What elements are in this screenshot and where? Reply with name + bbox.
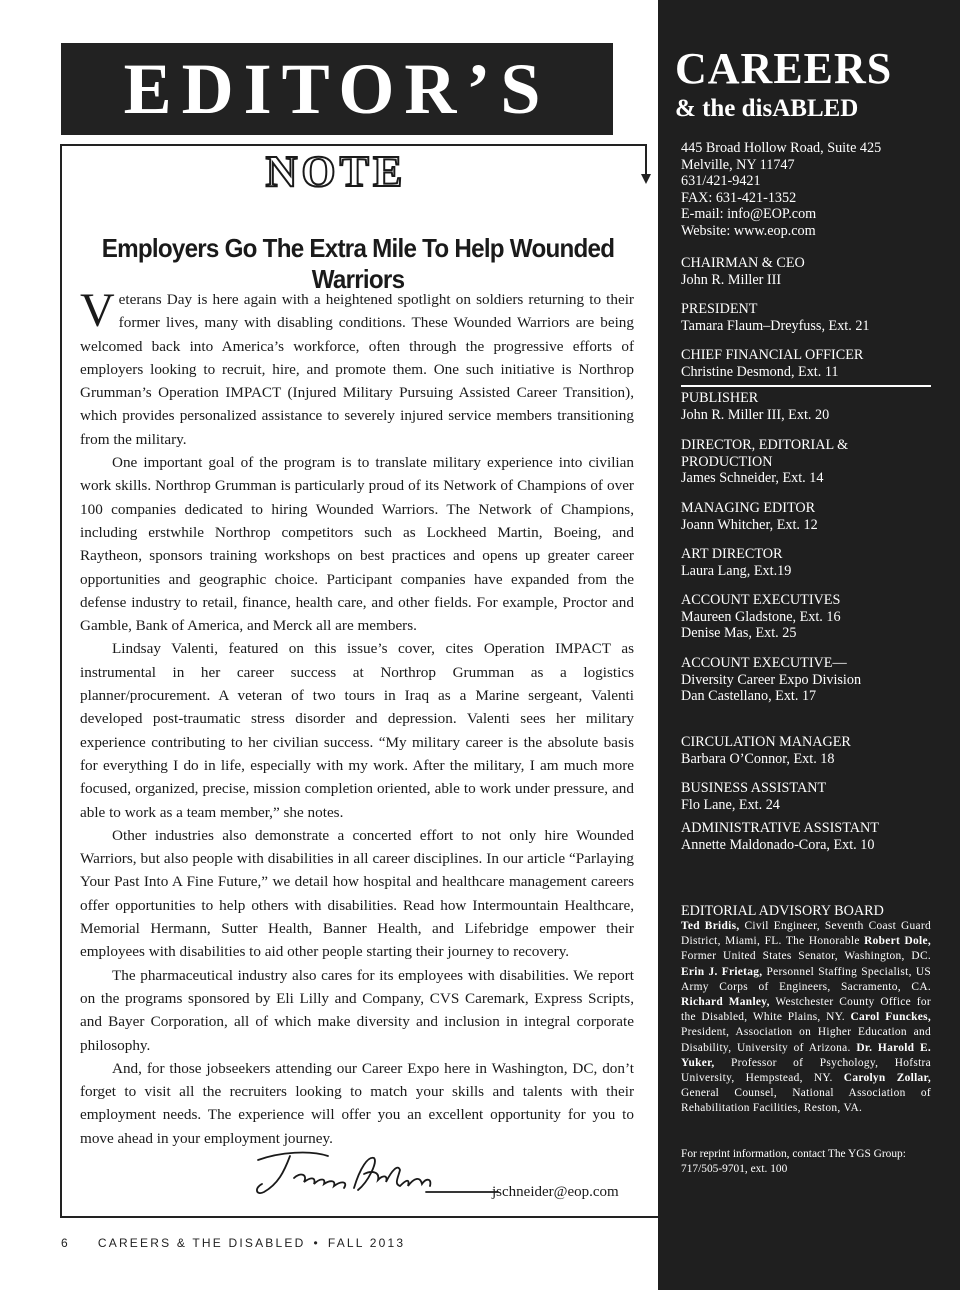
staff-name: Annette Maldonado-Cora, Ext. 10 [681,836,875,853]
staff-role: CIRCULATION MANAGER [681,734,851,750]
advisor-desc: Former United States Senator, Washington, DC. [681,950,931,963]
masthead-subtitle: & the disABLED [675,95,859,122]
article-paragraph: One important goal of the program is to translate military experience into civilian work skills. Northrop Grumman is particularly proud of its Network of Champions of over 100 companies dedicated to hiring Wounded Warriors. The Network of Champions, including erstwhile Northrop competitors such as Lockheed Martin, Boeing, and Raytheon, sponsors training workshops on best practices and opens up greater career opportunities and geographic choice. Participant companies have expanded from the defense industry to retail, finance, health care, and other fields. For example, Proctor and Gamble, Bank of America, and Merck all are members. [80,454,634,635]
staff-role: PUBLISHER [681,390,759,406]
staff-name: John R. Miller III, Ext. 20 [681,406,830,423]
fax-line: FAX: 631-421-1352 [681,189,797,206]
staff-role: CHIEF FINANCIAL OFFICER [681,347,864,363]
masthead-title: CAREERS [675,44,893,93]
advisory-board-heading: EDITORIAL ADVISORY BOARD [681,903,884,919]
drop-cap: V [80,284,115,337]
staff-name: Tamara Flaum–Dreyfuss, Ext. 21 [681,317,870,334]
frame-left-rule [60,144,62,1218]
staff-name: Denise Mas, Ext. 25 [681,625,797,641]
staff-entry [681,546,947,579]
article-paragraph: The pharmaceutical industry also cares for its employees with disabilities. We report on the programs sponsored by Eli Lilly and Company, CVS Caremark, Express Scripts, and Bayer Corporation, all of which make diversity and inclusion in integral corporate philosophy. [80,966,634,1054]
staff-role: PRESIDENT [681,301,758,317]
staff-name: Laura Lang, Ext.19 [681,562,792,579]
editors-banner [61,43,613,135]
staff-entry [681,437,947,487]
sidebar-divider [681,385,931,387]
contact-block [681,140,947,239]
editor-email[interactable]: jschneider@eop.com [492,1184,619,1200]
staff-name: Flo Lane, Ext. 24 [681,796,780,813]
advisor-desc: General Counsel, National Association of Rehabilitation Facilities, Reston, VA. [681,1087,931,1115]
address-line: 445 Broad Hollow Road, Suite 425 [681,140,882,156]
note-heading: NOTE [265,147,407,196]
staff-role: BUSINESS ASSISTANT [681,780,827,796]
article-paragraph [80,284,634,451]
article-paragraph: Lindsay Valenti, featured on this issue’s cover, cites Operation IMPACT as instrumental in her career success at Northrop Grumman as a logistics planner/procurement. A veteran of two tours in Iraq as a Marine sergeant, Valenti developed post-traumatic stress disorder and depression. Valenti sees her military experience contributing to her civilian success. “My military career is the absolute basis for everything I do in life, especially with my work. After the military, I am much more focused, organized, precise, mission completion oriented, able to work under pressure, and able to work as a team member,” she notes. [80,640,634,821]
staff-role: ACCOUNT EXECUTIVES [681,592,841,608]
staff-role: CHAIRMAN & CEO [681,255,805,271]
handwritten-signature [250,1148,500,1204]
advisor-desc: Civil Engineer, Seventh Coast Guard District, Miami, FL. The Honorable [681,920,931,948]
staff-role: ART DIRECTOR [681,546,783,562]
frame-arrow-line [645,144,647,176]
staff-name: Maureen Gladstone, Ext. 16 [681,608,841,625]
issue-label: FALL 2013 [327,1236,406,1250]
staff-entry [681,500,947,533]
footer-bullet: • [313,1236,320,1250]
staff-name: Joann Whitcher, Ext. 12 [681,516,818,533]
staff-entry [681,734,947,767]
staff-entry [681,592,947,642]
frame-top-rule [60,144,646,146]
staff-role: PRODUCTION [681,453,773,470]
staff-role: MANAGING EDITOR [681,500,816,516]
website-line[interactable]: Website: www.eop.com [681,222,816,239]
staff-entry [681,301,947,334]
advisor-name: Dr. Harold E. Yuker, [681,1041,931,1069]
advisor-name: Richard Manley, [681,996,770,1009]
city-line: Melville, NY 11747 [681,156,795,173]
advisor-name: Erin J. Frietag, [681,965,763,978]
staff-name: Barbara O’Connor, Ext. 18 [681,750,835,767]
phone-line: 631/421-9421 [681,173,761,189]
advisor-desc: Personnel Staffing Specialist, US Army Corps of Engineers, Sacramento, CA. [681,965,931,993]
paragraph-text: eterans Day is here again with a heightened spotlight on soldiers returning to their former lives, many with disabling conditions. These Wounded Warriors are being welcomed back into America’s workforce, often through the progressive efforts of employers looking to recruit, hire, and promote them. One such initiative is Northrop Grumman’s Operation IMPACT (Injured Military Pursuing Assisted Career Transition), which provides personalized assistance to severely injured service members transitioning from the military. [80,291,634,448]
advisor-name: Carol Funckes, [850,1011,931,1024]
advisor-name: Robert Dole, [864,935,931,948]
staff-entry [681,780,947,813]
staff-entry [681,390,947,423]
article-paragraph: And, for those jobseekers attending our Career Expo here in Washington, DC, don’t forget to visit all the recruiters looking to match your skills and talents with their employment needs. The experience will offer you an excellent opportunity for you to move ahead in your employment journey. [80,1059,634,1147]
publication-name: CAREERS & THE DISABLED [97,1236,306,1250]
staff-name: Dan Castellano, Ext. 17 [681,688,817,704]
reprint-info: For reprint information, contact The YGS Group: 717/505-9701, ext. 100 [681,1148,906,1175]
advisor-desc: Professor of Psychology, Hofstra University, Hempstead, NY. [681,1056,931,1085]
staff-entry [681,347,947,380]
page-number: 6 [61,1236,70,1250]
frame-bottom-rule [60,1216,658,1218]
email-line[interactable]: E-mail: info@EOP.com [681,206,817,222]
staff-name: John R. Miller III [681,271,782,288]
advisor-desc: President, Association on Higher Education and Disability, University of Arizona. [681,1026,931,1054]
down-arrow-icon [641,174,651,184]
staff-role: ADMINISTRATIVE ASSISTANT [681,820,879,836]
staff-name: James Schneider, Ext. 14 [681,470,824,486]
masthead-sidebar [658,0,960,1290]
advisor-name: Ted Bridis, [681,920,740,932]
staff-role: DIRECTOR, EDITORIAL & [681,437,849,453]
staff-role: ACCOUNT EXECUTIVE— [681,655,847,671]
article-paragraph: Other industries also demonstrate a concerted effort to not only hire Wounded Warriors, but also people with disabilities in all career disciplines. In our article “Parlaying Your Past Into A Fine Future,” we detail how hospital and healthcare management careers offer opportunities to help others with disabilities. Read how Intermountain Healthcare, Memorial Hermann, Sutter Health, Banner Health, and Lifebridge empower their employees with disabilities to aid other people starting their journey to recovery. [80,826,634,961]
page-footer [61,1236,405,1250]
staff-entry [681,655,947,705]
advisory-board-list [681,919,931,1117]
banner-title: EDITOR’S [123,49,551,129]
staff-name: Christine Desmond, Ext. 11 [681,363,839,380]
article-headline: Employers Go The Extra Mile To Help Wounded Warriors [101,233,615,294]
article-body [80,284,634,1150]
advisor-name: Carolyn Zollar, [843,1072,931,1085]
advisor-desc: Westchester County Office for the Disabled, White Plains, NY. [681,996,931,1024]
staff-entry [681,255,947,288]
staff-entry [681,820,947,853]
staff-division: Diversity Career Expo Division [681,671,862,688]
